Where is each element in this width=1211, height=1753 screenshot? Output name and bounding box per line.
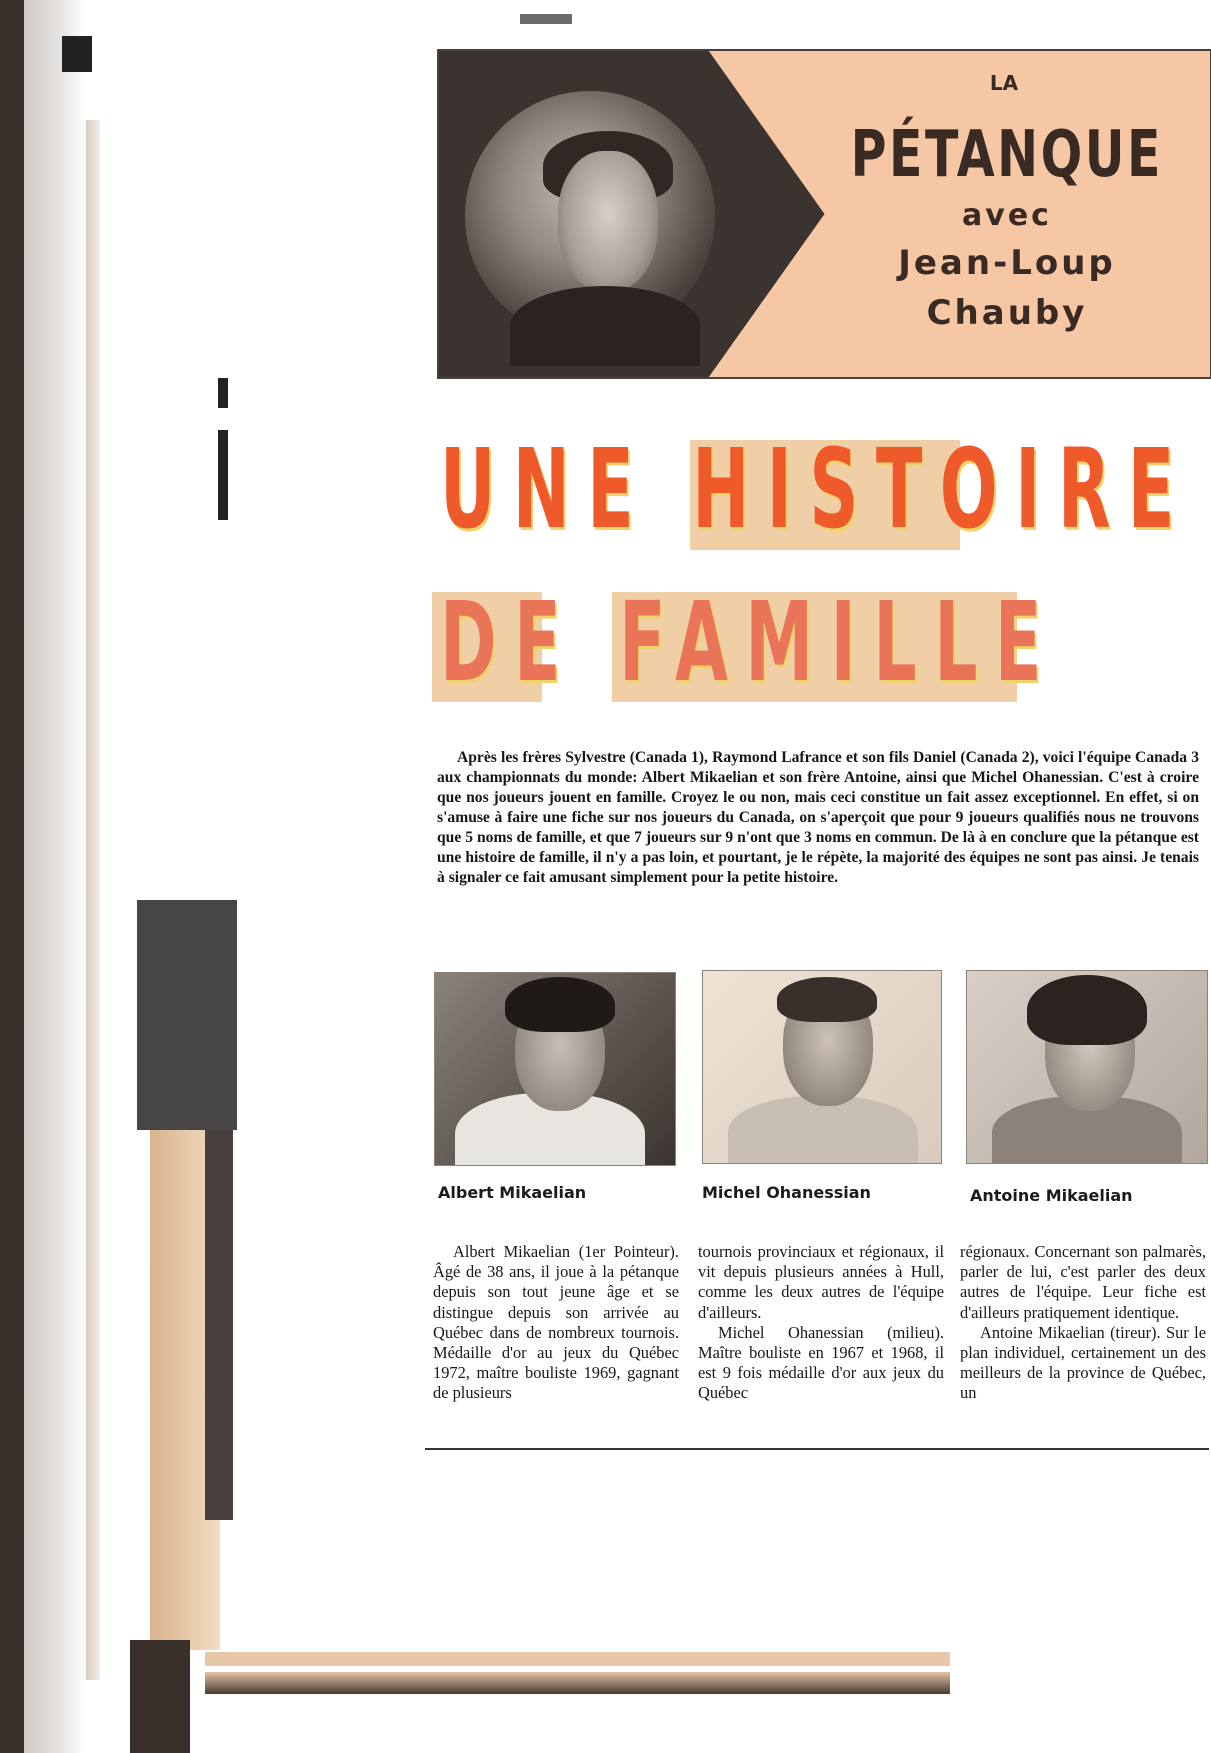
- headline-line-2: DE FAMILLE: [440, 578, 1059, 706]
- headline-line-1: UNE HISTOIRE: [440, 425, 1192, 553]
- photo-albert-mikaelian: [434, 972, 676, 1166]
- photo-antoine-mikaelian: [966, 970, 1208, 1164]
- scan-corner-shadow: [130, 1640, 190, 1753]
- scan-mark: [520, 14, 572, 24]
- bottom-rule: [425, 1448, 1209, 1450]
- article-column-3: [960, 1242, 1206, 1404]
- photo-caption: Michel Ohanessian: [702, 1183, 871, 1202]
- scan-edge-bevel: [86, 120, 100, 1680]
- article-column-1: [433, 1242, 679, 1404]
- photo-caption: Antoine Mikaelian: [970, 1186, 1133, 1205]
- scan-edge-gray: [24, 0, 86, 1753]
- banner-title: PÉTANQUE: [850, 118, 1164, 192]
- portrait-face: [558, 151, 658, 291]
- photo-michel-ohanessian: [702, 970, 942, 1164]
- banner-author-first: Jean-Loup: [898, 243, 1116, 283]
- banner-la: LA: [989, 71, 1019, 95]
- column-banner: [437, 49, 1211, 379]
- article-column-2: [698, 1242, 944, 1404]
- scan-side-block: [137, 900, 237, 1130]
- column-paragraph: régionaux. Concernant son palmarès, parler de lui, c'est parler des deux autres de l'équipe. Leur fiche est d'ailleurs pratiquement identique.: [960, 1242, 1206, 1322]
- scan-mark: [62, 36, 92, 72]
- scan-bottom-bar: [205, 1672, 950, 1694]
- banner-text: [807, 71, 1207, 333]
- column-paragraph: tournois provinciaux et régionaux, il vit depuis plusieurs années à Hull, comme les deux autres de l'équipe d'ailleurs.: [698, 1242, 944, 1322]
- scan-bottom-bar-light: [205, 1652, 950, 1666]
- scan-mark: [218, 430, 228, 520]
- scan-edge-dark: [0, 0, 24, 1753]
- portrait-shirt: [510, 286, 700, 366]
- column-paragraph: Albert Mikaelian (1er Pointeur). Âgé de 38 ans, il joue à la pétanque depuis son tout jeune âge et se distingue depuis son arrivée au Québec dans de nombreux tournois. Médaille d'or au jeux du Québec 1972, maître bouliste 1969, gagnant de plusieurs: [433, 1242, 679, 1403]
- intro-paragraph: Après les frères Sylvestre (Canada 1), Raymond Lafrance et son fils Daniel (Canada 2), voici l'équipe Canada 3 aux championnats du monde: Albert Mikaelian et son frère Antoine, ainsi que Michel Ohanessian. C'est à croire que nos joueurs jouent en famille. Croyez le ou non, mais ceci constitue un fait assez exceptionnel. En effet, si on s'amuse à faire une fiche sur nos joueurs du Canada, on s'aperçoit que pour 9 joueurs qualifiés nous ne trouvons que 5 noms de famille, et que 7 joueurs sur 9 n'ont que 3 noms en commun. De là à en conclure que la pétanque est une histoire de famille, il n'y a pas loin, et pourtant, je le répète, la majorité des équipes ne sont pas ainsi. Je tenais à signaler ce fait amusant simplement pour la petite histoire.: [437, 749, 1199, 886]
- photo-caption: Albert Mikaelian: [438, 1183, 587, 1202]
- column-paragraph: Michel Ohanessian (milieu). Maître bouliste en 1967 et 1968, il est 9 fois médaille d'or aux jeux du Québec: [698, 1322, 944, 1403]
- banner-author-last: Chauby: [926, 293, 1088, 333]
- banner-with: avec: [962, 198, 1052, 233]
- scan-side-strip: [205, 1130, 233, 1520]
- author-portrait: [465, 91, 715, 341]
- column-paragraph: Antoine Mikaelian (tireur). Sur le plan individuel, certainement un des meilleurs de la province de Québec, un: [960, 1322, 1206, 1403]
- scan-mark: [218, 378, 228, 408]
